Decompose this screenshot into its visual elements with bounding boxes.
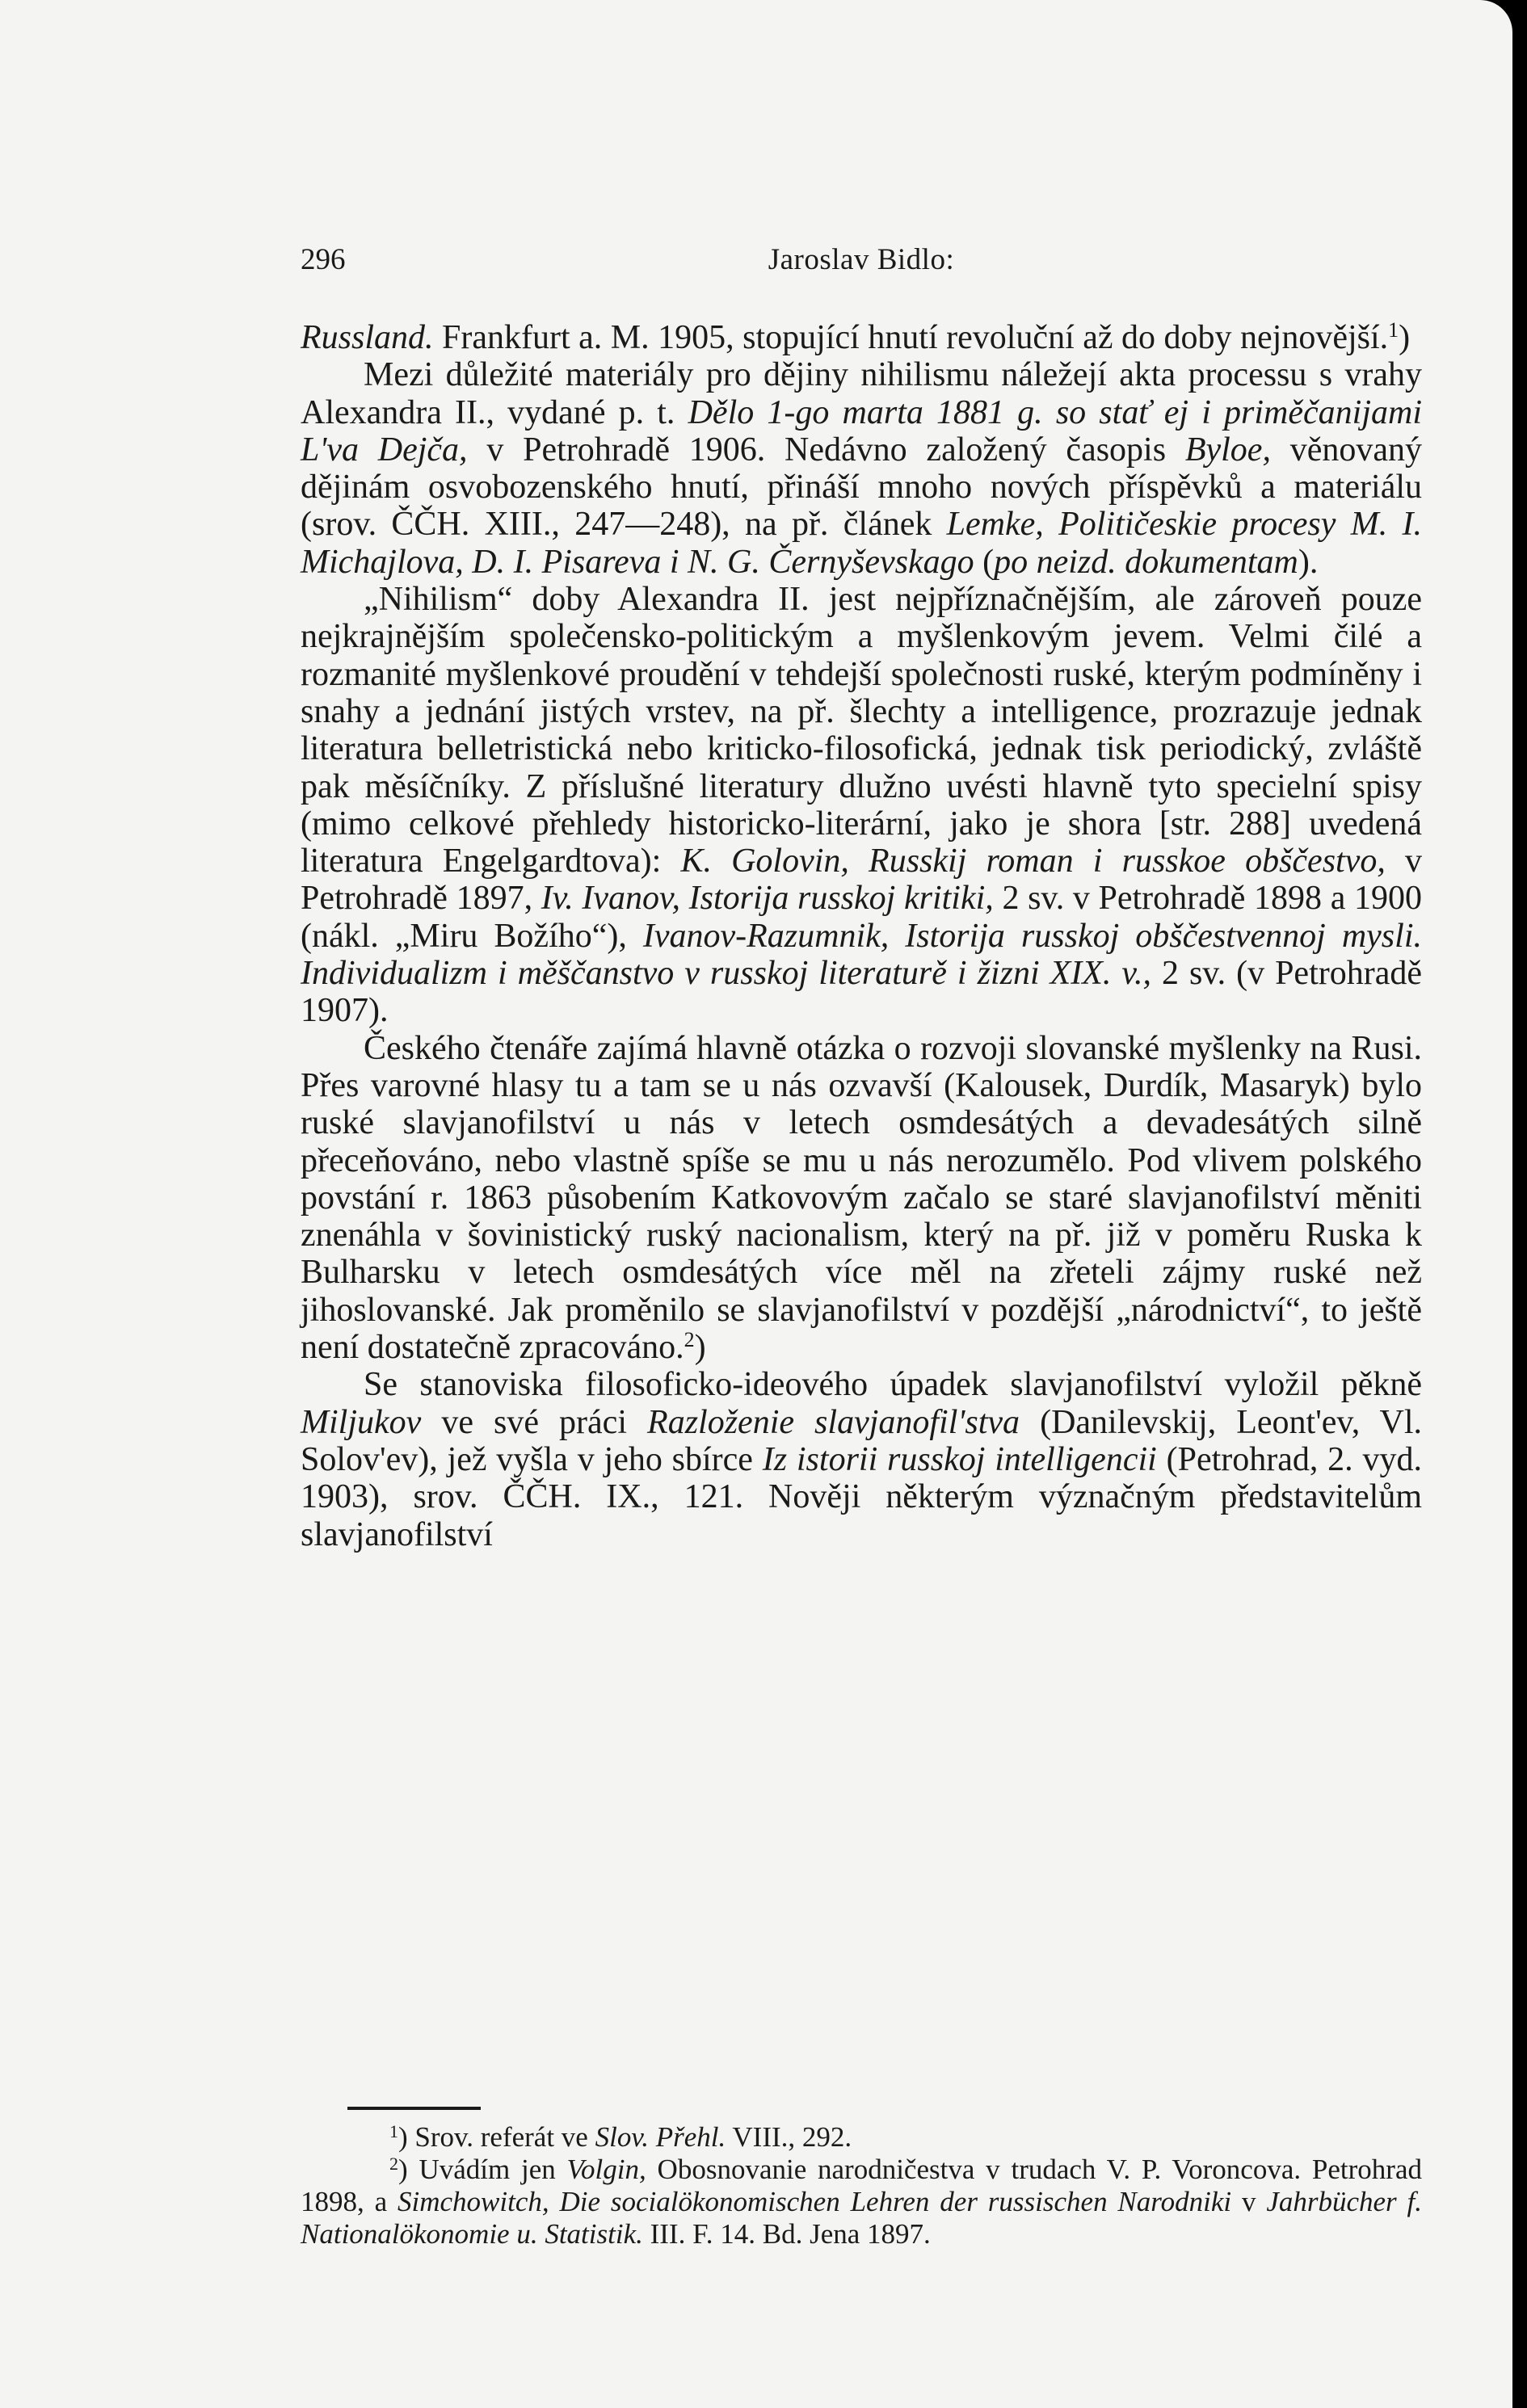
italic-title: Jahrbücher f. Nationalökonomie u. Statistik.	[301, 2186, 1422, 2250]
italic-title: Razloženie slavjanofil'stva	[647, 1403, 1020, 1441]
italic-title: Iv. Ivanov, Istorija russkoj kritiki,	[541, 880, 994, 918]
italic-name: Volgin,	[566, 2154, 646, 2185]
italic-title: Byloe,	[1184, 431, 1271, 469]
text-run: ) Srov. referát ve	[398, 2121, 595, 2153]
italic-title: po neizd. dokumentam	[994, 543, 1298, 581]
text-run: 2 sv. v Petrohradě 1898 a 1900 (nákl. „Miru Božího“),	[301, 880, 1422, 955]
text-run: ) Uvádím jen	[398, 2154, 567, 2185]
footnote-2	[301, 2154, 1422, 2250]
text-run: VIII., 292.	[726, 2121, 852, 2153]
paragraph-5	[301, 1366, 1422, 1553]
text-run: Frankfurt a. M. 1905, stopující hnutí revoluční až do doby nejnovější.	[433, 319, 1389, 356]
text-run: v	[1231, 2186, 1267, 2217]
italic-title: Ivanov-Razumnik, Istorija russkoj obščestvennoj mysli. Individualizm i měščanstvo v russkoj literaturě i žizni XIX. v.,	[301, 917, 1422, 993]
text-run: v Petrohradě 1906. Nedávno založený časopis	[467, 431, 1185, 469]
text-run: Mezi důležité materiály pro dějiny nihilismu náležejí akta processu s vrahy Alexandra II., vydané p. t.	[301, 356, 1422, 431]
italic-title: K. Golovin, Russkij roman i russkoe obščestvo,	[680, 843, 1386, 880]
footnote-ref-paren: )	[694, 1329, 706, 1367]
body-text	[301, 319, 1422, 1553]
paragraph-3	[301, 581, 1422, 1030]
text-run: Obosnovanie narodničestva v trudach V. P. Voroncova. Petrohrad 1898, a	[301, 2154, 1422, 2217]
text-run: 2 sv. (v Petrohradě 1907).	[301, 955, 1422, 1030]
text-run: Se stanoviska filosoficko-ideového úpadek slavjanofilství vyložil pěkně	[364, 1366, 1422, 1404]
text-run: v Petrohradě 1897,	[301, 843, 1423, 918]
paragraph-2	[301, 356, 1422, 581]
footnote-ref-number: 2	[684, 1328, 695, 1352]
footnote-mark: 1	[389, 2121, 398, 2141]
text-run: ve své práci	[421, 1403, 648, 1441]
italic-title: Dělo 1-go marta 1881 g. so stať ej i priměčanijami L'va Dejča,	[301, 393, 1422, 469]
text-run: Českého čtenáře zajímá hlavně otázka o rozvoji slovanské myšlenky na Rusi. Přes varovné hlasy tu a tam se u nás ozvavší (Kalousek, Durdík, Masaryk) bylo ruské slavjanofilství u nás v letech osmdesátých a devadesátých silně přeceňováno, nebo vlastně spíše se mu u nás nerozumělo. Pod vlivem polského povstání r. 1863 působením Katkovovým začalo se staré slavjanofilství měniti znenáhla v šovinistický ruský nacionalism, který na př. již v poměru Ruska k Bulharsku v letech osmdesátých více měl na zřeteli zájmy ruské než jihoslovanské. Jak proměnilo se slavjanofilství v pozdější „národnictví“, to ještě není dostatečně zpracováno.	[301, 1029, 1422, 1367]
footnote-ref-number: 1	[1388, 318, 1399, 342]
footnote-mark: 2	[389, 2154, 398, 2174]
footnote-ref-1	[1388, 318, 1399, 342]
italic-title: Slov. Přehl.	[595, 2121, 726, 2153]
italic-title: Russland.	[301, 319, 434, 356]
italic-title: Lemke, Političeskie procesy M. I. Michajlova, D. I. Pisareva i N. G. Černyševskago	[301, 506, 1422, 581]
footnote-separator	[347, 2107, 481, 2110]
paragraph-1	[301, 319, 1422, 356]
text-run: (	[974, 543, 995, 581]
paragraph-4	[301, 1030, 1422, 1367]
text-run: (Danilevskij, Leont'ev, Vl. Solov'ev), jež vyšla v jeho sbírce	[301, 1403, 1422, 1478]
italic-title: Iz istorii russkoj intelligencii	[762, 1440, 1157, 1478]
text-run: III. F. 14. Bd. Jena 1897.	[642, 2218, 931, 2250]
text-run: ).	[1298, 543, 1319, 581]
footnote-ref-paren: )	[1399, 319, 1411, 356]
italic-title: Simchowitch, Die socialökonomischen Lehren der russischen Narodniki	[398, 2186, 1232, 2217]
italic-name: Miljukov	[301, 1403, 422, 1441]
text-run: (Petrohrad, 2. vyd. 1903), srov. ČČH. IX., 121. Nověji některým význačným představitelům slavjanofilství	[301, 1440, 1422, 1553]
footnote-1	[301, 2121, 1422, 2154]
text-run: věnovaný dějinám osvobozenského hnutí, přináší mnoho nových příspěvků a materiálu (srov. ČČH. XIII., 247—248), na př. článek	[301, 431, 1423, 544]
running-title: Jaroslav Bidlo:	[768, 243, 955, 276]
text-run: „Nihilism“ doby Alexandra II. jest nejpříznačnějším, ale zároveň pouze nejkrajnějším společensko-politickým a myšlenkovým jevem. Velmi čilé a rozmanité myšlenkové proudění v tehdejší společnosti ruské, kterým podmíněny i snahy a jednání jistých vrstev, na př. šlechty a intelligence, prozrazuje jednak literatura belletristická nebo kriticko-filosofická, jednak tisk periodický, zvláště pak měsíčníky. Z příslušné literatury dlužno uvésti hlavně tyto specielní spisy (mimo celkové přehledy historicko-literární, jako je shora [str. 288] uvedená literatura Engelgardtova):	[301, 581, 1422, 880]
page-number: 296	[301, 243, 346, 276]
footnote-ref-2	[684, 1328, 695, 1351]
footnotes	[301, 2121, 1422, 2250]
running-head	[301, 242, 1422, 291]
